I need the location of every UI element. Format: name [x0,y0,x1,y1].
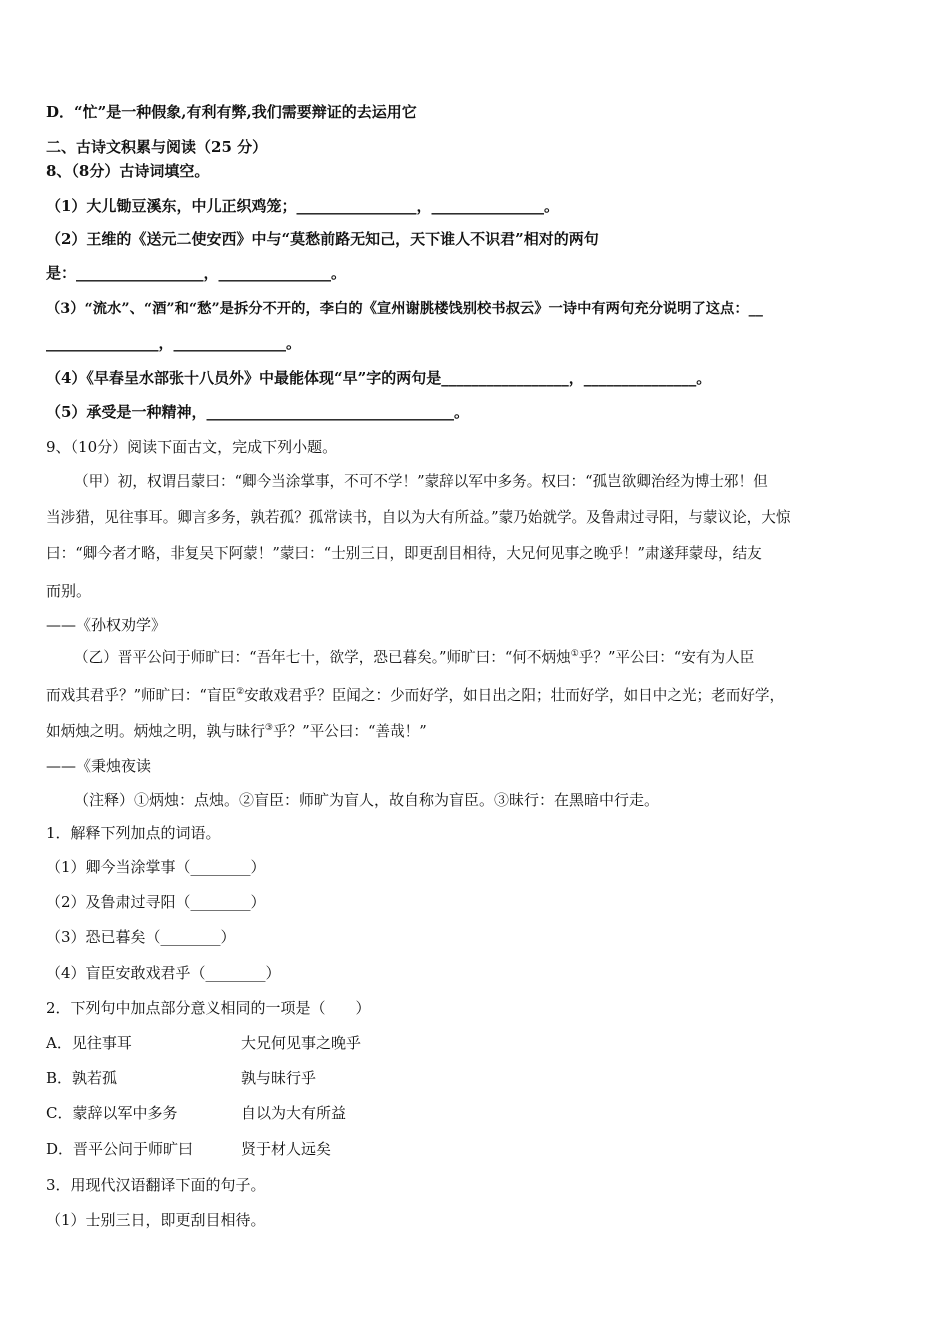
q9-header: 9、（10分）阅读下面古文，完成下列小题。 [46,438,338,456]
yi-line-2-a: 而戏其君乎？”师旷曰：“盲臣 [46,687,237,704]
sub2-title: 2．下列句中加点部分意义相同的一项是（ ） [46,999,371,1017]
passage-jia-source: ——《孙权劝学》 [46,616,167,634]
q8-line-3b: _______________，_______________。 [46,334,302,352]
passage-jia-line-3: 曰：“卿今者才略，非复吴下阿蒙！”蒙曰：“士别三日，即更刮目相待，大兄何见事之晚乎！”肃遂拜蒙母，结友 [46,545,762,562]
sub2-option-c-right: 自以为大有所益 [241,1104,347,1122]
q8-line-4: （4）《早春呈水部张十八员外》中最能体现“早”字的两句是_________________，_______________。 [46,369,712,387]
yi-line-3-b: 乎？”平公曰：“善哉！” [273,723,427,740]
q8-line-2b: 是：_________________，_______________。 [46,264,347,282]
q8-header-text: 8、（8分）古诗词填空。 [46,162,210,180]
sub3-item-1: （1）士别三日，即更刮目相待。 [46,1211,266,1229]
sub2-option-d-right: 贤于材人远矣 [241,1140,332,1158]
sub1-item-2: （2）及鲁肃过寻阳（________） [46,893,266,911]
q8-line-3a: （3）“流水”、“酒”和“愁”是拆分不开的，李白的《宣州谢朓楼饯别校书叔云》一诗中有两句充分说明了这点：__ [46,301,763,317]
footnote-marker-2: ② [236,687,245,698]
sub1-item-4: （4）盲臣安敢戏君乎（________） [46,964,281,982]
q8-line-5: （5）承受是一种精神，_________________________________。 [46,403,469,421]
footnote-marker-3: ③ [264,723,273,734]
section-title: 二、古诗文积累与阅读（25 分） [46,138,268,156]
yi-line-1-b: 乎？”平公曰：“安有为人臣 [578,649,755,666]
sub1-title: 1．解释下列加点的词语。 [46,824,221,842]
q8-header [46,161,209,181]
yi-line-3-a: 如炳烛之明。炳烛之明，孰与昧行 [46,723,265,740]
sub2-option-d-left: D．晋平公问于师旷曰 [46,1140,194,1158]
passage-jia-line-4: 而别。 [46,582,92,600]
passage-yi-source: ——《秉烛夜读 [46,757,152,775]
sub2-option-a-left: A．见往事耳 [46,1034,132,1052]
passage-jia-line-1: （甲）初，权谓吕蒙曰：“卿今当涂掌事，不可不学！”蒙辞以军中多务。权曰：“孤岂欲卿治经为博士邪！但 [74,473,768,490]
sub2-option-c-left: C．蒙辞以军中多务 [46,1104,178,1122]
sub3-title: 3．用现代汉语翻译下面的句子。 [46,1176,266,1194]
yi-line-1-a: （乙）晋平公问于师旷曰：“吾年七十，欲学，恐已暮矣。”师旷曰：“何不炳烛 [74,649,571,666]
option-d-text: D．“忙”是一种假象,有利有弊,我们需要辩证的去运用它 [46,103,417,121]
passage-notes: （注释）①炳烛：点烛。②盲臣：师旷为盲人，故自称为盲臣。③昧行：在黑暗中行走。 [74,791,660,809]
sub2-option-b-right: 孰与昧行乎 [241,1069,317,1087]
footnote-marker-1: ① [570,649,579,660]
passage-yi-line-2 [46,686,784,706]
passage-yi-line-3 [46,722,427,742]
sub1-item-1: （1）卿今当涂掌事（________） [46,858,266,876]
q8-line-1: （1）大儿锄豆溪东，中儿正织鸡笼；________________，_______________。 [46,197,559,215]
q8-line-2a: （2）王维的《送元二使安西》中与“莫愁前路无知己，天下谁人不识君”相对的两句 [46,230,599,248]
yi-line-2-b: 安敢戏君乎？臣闻之：少而好学，如日出之阳；壮而好学，如日中之光；老而好学， [244,687,785,704]
sub2-option-b-left: B．孰若孤 [46,1069,118,1087]
passage-jia-line-2: 当涉猎，见往事耳。卿言多务，孰若孤？孤常读书，自以为大有所益。”蒙乃始就学。及鲁肃过寻阳，与蒙议论，大惊 [46,509,791,526]
sub2-option-a-right: 大兄何见事之晚乎 [241,1034,362,1052]
sub1-item-3: （3）恐已暮矣（________） [46,928,236,946]
passage-yi-line-1 [74,648,754,668]
